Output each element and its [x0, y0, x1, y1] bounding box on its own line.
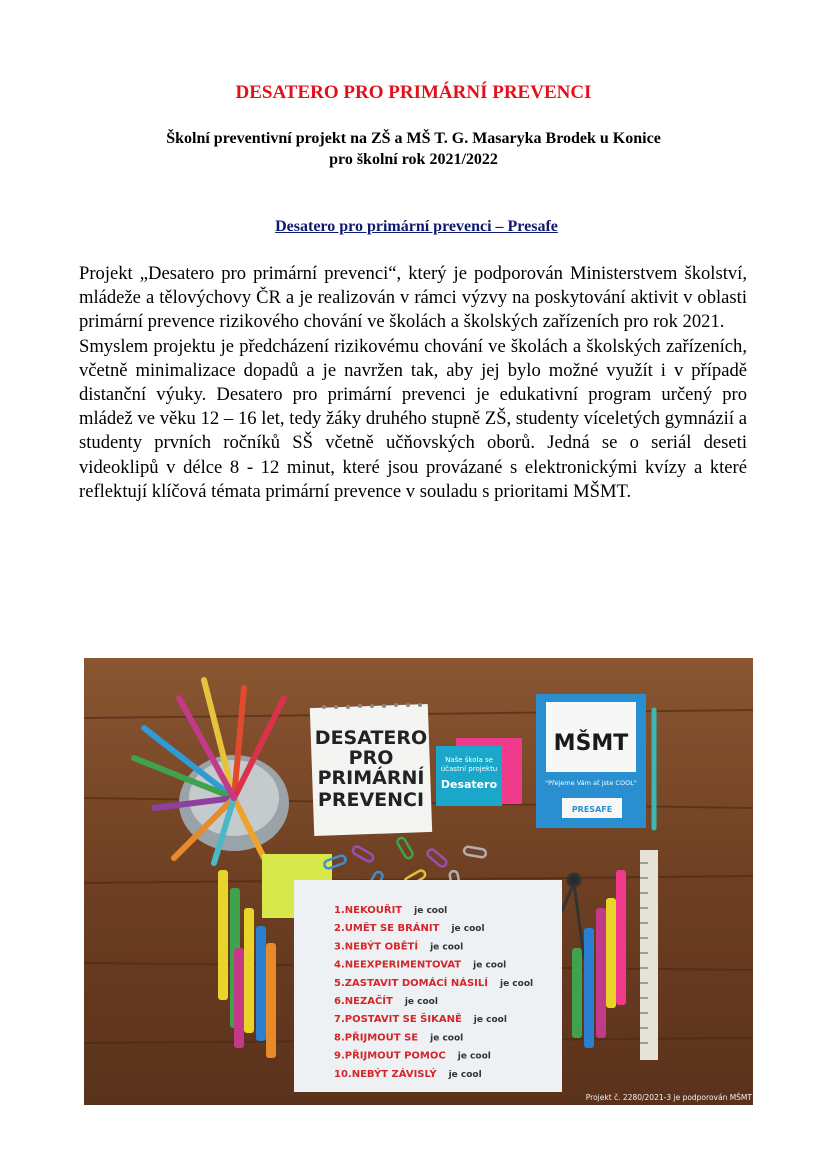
document-title: DESATERO PRO PRIMÁRNÍ PREVENCI — [235, 82, 592, 103]
msmt-box — [536, 694, 654, 828]
msmt-slogan: "Přejeme Vám ať jste COOL" — [545, 779, 637, 787]
list-item-9: 9.PŘIJMOUT POMOC — [334, 1050, 446, 1062]
list-item-6: 6.NEZAČÍT — [334, 996, 393, 1007]
sticky-notes — [436, 738, 522, 806]
list-item-suffix-6: je cool — [404, 997, 438, 1007]
list-item-7: 7.POSTAVIT SE ŠIKANĚ — [334, 1014, 462, 1026]
notebook-line-1: DESATERO — [314, 727, 428, 749]
list-item-suffix-5: je cool — [499, 978, 534, 989]
list-item-suffix-7: je cool — [473, 1015, 507, 1026]
notebook-line-3: PRIMÁRNÍ — [317, 767, 425, 789]
list-item-suffix-1: je cool — [414, 906, 448, 916]
list-paper — [294, 880, 562, 1092]
list-item-suffix-2: je cool — [451, 924, 485, 935]
subtitle-line-2: pro školní rok 2021/2022 — [329, 151, 498, 168]
body-text — [79, 262, 747, 504]
document-subtitle — [0, 128, 827, 170]
sticky-line-1: Naše škola se — [445, 756, 493, 764]
paragraph-1: Projekt „Desatero pro primární prevenci“, který je podporován Ministerstvem školství, mládeže a tělovýchovy ČR a je realizován v rámci výzvy na poskytování aktivit v oblasti primární prevence rizikového chování ve školách a školských zařízeních pro rok 2021. — [79, 263, 747, 333]
paragraph-2: Smyslem projektu je předcházení rizikovému chování ve školách a školských zařízeních, včetně minimalizace dopadů a je navržen tak, aby jej bylo možné využít i v případě distanční výuky. Desatero pro primární prevenci je edukativní program určený pro mládež ve věku 12 – 16 let, tedy žáky druhého stupně ZŠ, studenty víceletých gymnázií a studenty prvních ročníků SŠ včetně učňovských oborů. Jedná se o seriál deseti videoklipů v délce 8 - 12 minut, které jsou provázané s elektronickými kvízy a které reflektují klíčová témata primární prevence v souladu s prioritami MŠMT. — [79, 335, 747, 502]
list-item-5: 5.ZASTAVIT DOMÁCÍ NÁSILÍ — [334, 977, 488, 989]
list-item-4: 4.NEEXPERIMENTOVAT — [334, 959, 462, 971]
photo-footer-note: Projekt č. 2280/2021-3 je podporován MŠMT — [585, 1093, 752, 1102]
list-item-3: 3.NEBÝT OBĚTÍ — [334, 941, 419, 953]
project-photo — [84, 658, 753, 1105]
list-item-1: 1.NEKOUŘIT — [334, 905, 403, 916]
notebook-line-4: PREVENCI — [317, 789, 425, 811]
list-item-8: 8.PŘIJMOUT SE — [334, 1032, 419, 1044]
list-item-suffix-10: je cool — [448, 1069, 482, 1080]
section-heading-link[interactable]: Desatero pro primární prevenci – Presafe — [275, 218, 558, 235]
list-item-suffix-3: je cool — [430, 942, 464, 953]
sticky-line-3: Desatero — [440, 778, 498, 791]
list-item-10: 10.NEBÝT ZÁVISLÝ — [334, 1068, 437, 1080]
presafe-label: PRESAFE — [571, 805, 613, 814]
sticky-line-2: účastní projektu — [440, 765, 498, 773]
msmt-logo: MŠMT — [553, 731, 629, 756]
subtitle-line-1: Školní preventivní projekt na ZŠ a MŠ T. G. Masaryka Brodek u Konice — [166, 130, 661, 147]
list-item-suffix-8: je cool — [430, 1033, 464, 1044]
list-item-2: 2.UMĚT SE BRÁNIT — [334, 923, 440, 935]
notebook — [310, 703, 432, 836]
list-item-suffix-9: je cool — [457, 1051, 491, 1062]
ruler — [640, 850, 658, 1060]
list-item-suffix-4: je cool — [473, 960, 507, 971]
notebook-line-2: PRO — [348, 747, 394, 769]
